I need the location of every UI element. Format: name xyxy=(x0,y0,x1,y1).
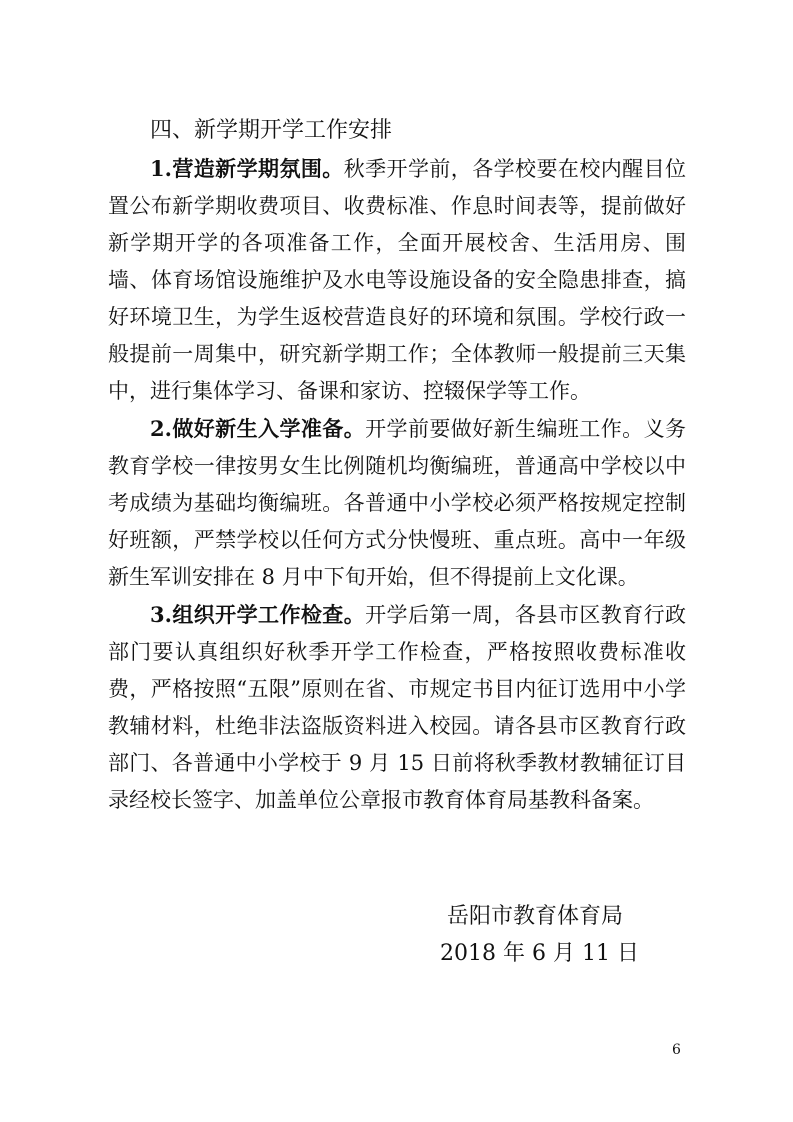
signature-date: 2018 年 6 月 11 日 xyxy=(440,941,639,966)
paragraph-1 xyxy=(108,150,686,410)
paragraph-1-text: 秋季开学前，各学校要在校内醒目位置公布新学期收费项目、收费标准、作息时间表等，提前做好新学期开学的各项准备工作，全面开展校舍、生活用房、围墙、体育场馆设施维护及水电等设施设备的安全隐患排查，搞好环境卫生，为学生返校营造良好的环境和氛围。学校行政一般提前一周集中，研究新学期工作；全体教师一般提前三天集中，进行集体学习、备课和家访、控辍保学等工作。 xyxy=(108,157,686,403)
paragraph-2 xyxy=(108,410,686,596)
signature-organization: 岳阳市教育体育局 xyxy=(447,904,624,929)
paragraph-3-lead: 3.组织开学工作检查。 xyxy=(150,602,366,627)
page-number: 6 xyxy=(672,1042,681,1058)
paragraph-2-lead: 2.做好新生入学准备。 xyxy=(150,416,366,441)
paragraph-2-text: 开学前要做好新生编班工作。义务教育学校一律按男女生比例随机均衡编班，普通高中学校以中考成绩为基础均衡编班。各普通中小学校必须严格按规定控制好班额，严禁学校以任何方式分快慢班、重点班。高中一年级新生军训安排在 8 月中下旬开始，但不得提前上文化课。 xyxy=(108,417,686,589)
section-heading: 四、新学期开学工作安排 xyxy=(150,118,393,143)
paragraph-3 xyxy=(108,596,686,819)
paragraph-3-text: 开学后第一周，各县市区教育行政部门要认真组织好秋季开学工作检查，严格按照收费标准收费，严格按照“五限”原则在省、市规定书目内征订选用中小学教辅材料，杜绝非法盗版资料进入校园。请各县市区教育行政部门、各普通中小学校于 9 月 15 日前将秋季教材教辅征订目录经校长签字、加盖单位公章报市教育体育局基教科备案。 xyxy=(108,603,686,812)
paragraph-1-lead: 1.营造新学期氛围。 xyxy=(150,156,344,181)
